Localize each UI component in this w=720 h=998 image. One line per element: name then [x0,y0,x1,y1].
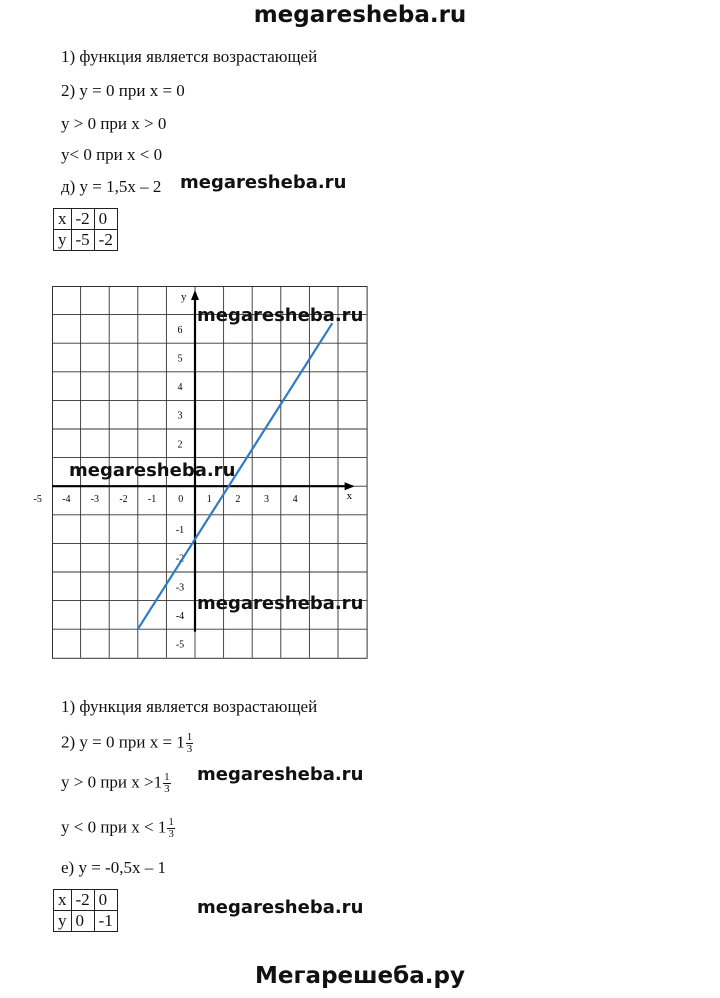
watermark: megaresheba.ru [197,764,364,785]
watermark: megaresheba.ru [180,172,347,193]
x-tick-label: -1 [147,494,157,506]
x-tick-label: -2 [119,494,128,506]
table-cell: 0 [94,890,117,911]
text-fragment: 2) y = 0 при x = 1 [61,732,185,752]
fraction-numerator: 1 [168,816,174,828]
site-header: megaresheba.ru [253,2,467,28]
table-cell: -5 [71,230,94,251]
fraction [186,732,194,755]
text-line: 2) y = 0 при x = 0 [61,81,185,100]
y-tick-label: -1 [175,525,185,537]
y-tick-label: 2 [177,439,183,451]
x-tick-label: 4 [292,494,298,506]
x-axis-label: x [346,490,353,503]
table-cell: x [54,209,72,230]
text-fragment: y > 0 при x >1 [61,772,163,792]
text-fragment: y < 0 при x < 1 [61,817,167,837]
watermark: megaresheba.ru [197,305,364,326]
x-tick-label: -5 [33,494,42,506]
fraction [163,772,171,795]
y-tick-label: 5 [177,353,183,365]
text-line [61,772,171,795]
x-tick-label: 2 [235,494,241,506]
table-cell: y [54,911,72,932]
x-tick-label: -4 [62,494,71,506]
table-cell: y [54,230,72,251]
site-footer: Мегарешеба.ру [255,963,465,989]
x-tick-label: -3 [90,494,100,506]
fraction-denominator: 3 [186,743,193,755]
fraction [167,817,175,840]
fraction-numerator: 1 [186,731,193,743]
text-line [61,732,193,755]
x-tick-label: 1 [206,494,212,506]
y-tick-label: 4 [177,382,183,394]
table-cell: 0 [94,209,117,230]
function-title-e: е) y = -0,5x – 1 [61,858,166,877]
y-tick-label: 3 [177,410,183,422]
table-row [54,911,118,932]
values-table-e [53,889,118,932]
table-cell: x [54,890,72,911]
y-tick-label: -3 [175,582,185,594]
values-table-d [53,208,118,251]
table-row [54,230,118,251]
x-tick-label: 3 [264,494,269,506]
table-cell: -2 [94,230,117,251]
table-row [54,209,118,230]
y-tick-label: -2 [175,553,185,565]
watermark: megaresheba.ru [197,593,364,614]
x-tick-label: 0 [178,494,184,506]
fraction-denominator: 3 [164,783,170,795]
table-cell: -2 [71,890,94,911]
fraction-denominator: 3 [168,828,174,840]
table-cell: -1 [94,911,117,932]
y-tick-label: -4 [175,610,185,622]
fraction-numerator: 1 [164,771,170,783]
y-tick-label: 6 [177,324,183,336]
table-cell: 0 [71,911,94,932]
function-title-d: д) y = 1,5x – 2 [61,177,162,196]
text-line: y< 0 при x < 0 [61,145,163,164]
table-row [54,890,118,911]
text-line: 1) функция является возрастающей [61,697,318,716]
table-cell: -2 [71,209,94,230]
y-axis-label: y [181,291,187,303]
text-line [61,817,175,840]
watermark: megaresheba.ru [69,460,236,481]
watermark: megaresheba.ru [197,897,364,918]
text-line: y > 0 при x > 0 [61,114,167,133]
y-tick-label: -5 [175,639,185,651]
text-line: 1) функция является возрастающей [61,47,318,66]
